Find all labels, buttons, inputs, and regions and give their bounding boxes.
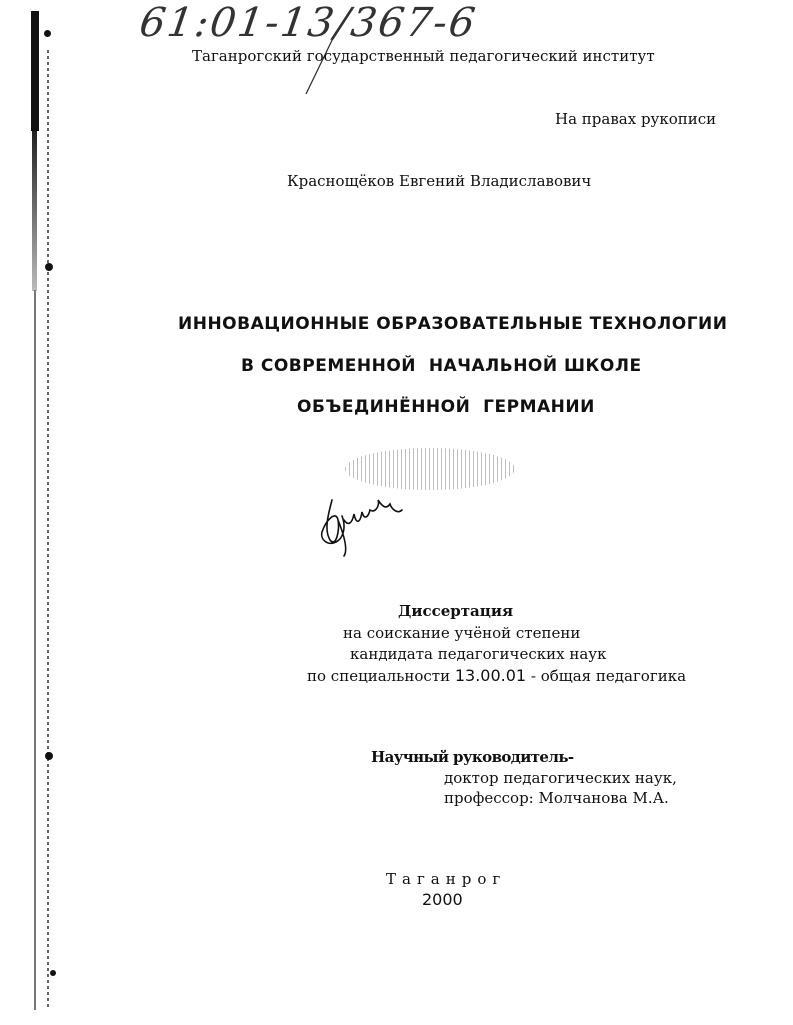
institute-name: Таганрогский государственный педагогический институт [192,47,655,65]
manuscript-rights: На правах рукописи [555,110,717,128]
scan-dot [45,263,53,271]
scan-dot [45,752,53,760]
supervisor-name: профессор: Молчанова М.А. [444,789,669,807]
degree-type: Диссертация [398,602,514,620]
library-stamp-icon [345,448,515,490]
scan-edge-bar [31,11,39,131]
specialty-suffix: - общая педагогика [526,667,687,685]
scan-dot [44,30,51,37]
supervisor-label: Научный руководитель- [371,748,574,766]
title-line-1: ИННОВАЦИОННЫЕ ОБРАЗОВАТЕЛЬНЫЕ ТЕХНОЛОГИИ [178,314,728,334]
scan-edge-speckle [47,50,49,1010]
scan-edge-gradient [32,131,37,291]
supervisor-degree: доктор педагогических наук, [444,769,677,787]
scan-edge-line [34,290,36,1010]
author-name: Краснощёков Евгений Владиславович [287,172,592,190]
degree-specialty [307,666,686,685]
title-line-2: В СОВРЕМЕННОЙ НАЧАЛЬНОЙ ШКОЛЕ [241,356,642,376]
city: Таганрог [386,870,507,888]
archive-mark: 61:01-13/367-6 [136,0,480,46]
degree-line-2: на соискание учёной степени [343,624,581,642]
scan-dot [50,970,56,976]
title-line-3: ОБЪЕДИНЁННОЙ ГЕРМАНИИ [297,397,595,417]
degree-line-3: кандидата педагогических наук [350,645,607,663]
year: 2000 [422,890,463,909]
specialty-code: 13.00.01 [454,666,527,685]
specialty-prefix: по специальности [307,667,455,685]
handwritten-signature-icon [318,490,428,560]
